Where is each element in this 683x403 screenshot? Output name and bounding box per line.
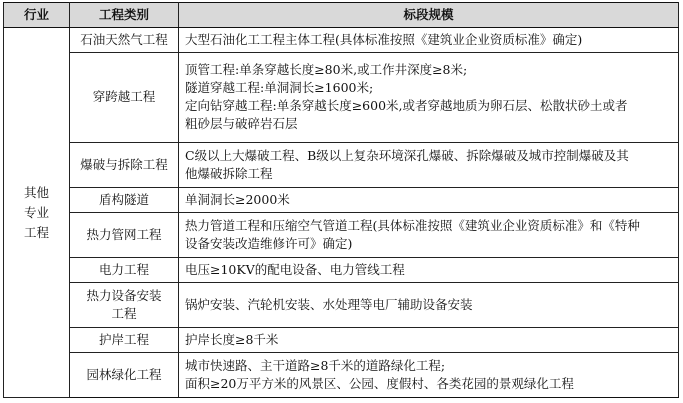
scale-line: 他爆破拆除工程 bbox=[185, 166, 273, 182]
header-category: 工程类别 bbox=[70, 3, 179, 28]
category-cell: 护岸工程 bbox=[70, 328, 179, 353]
table-row bbox=[4, 352, 679, 397]
table-row bbox=[4, 282, 679, 327]
header-industry: 行业 bbox=[4, 3, 70, 28]
scale-line: C级以上大爆破工程、B级以上复杂环境深孔爆破、拆除爆破及城市控制爆破及其 bbox=[185, 148, 629, 164]
scale-cell bbox=[179, 352, 679, 397]
category-cell: 穿跨越工程 bbox=[70, 52, 179, 142]
scale-cell bbox=[179, 282, 679, 327]
category-cell: 爆破与拆除工程 bbox=[70, 143, 179, 188]
table-row bbox=[4, 258, 679, 283]
scale-line: 面积≥20万平方米的风景区、公园、度假村、各类花园的景观绿化工程 bbox=[185, 375, 574, 391]
industry-label-line: 工程 bbox=[23, 224, 49, 240]
category-cell: 电力工程 bbox=[70, 258, 179, 283]
table-row bbox=[4, 328, 679, 353]
category-cell: 园林绿化工程 bbox=[70, 352, 179, 397]
scale-line: 定向钻穿越工程:单条穿越长度≥600米,或者穿越地质为卵石层、松散状砂土或者 bbox=[185, 98, 628, 114]
scale-line: 粗砂层与破碎岩石层 bbox=[185, 116, 298, 132]
table-row bbox=[4, 52, 679, 142]
table-row bbox=[4, 188, 679, 213]
scale-line: 锅炉安装、汽轮机安装、水处理等电厂辅助设备安装 bbox=[185, 296, 473, 312]
scale-cell bbox=[179, 212, 679, 257]
qualification-table-container bbox=[3, 2, 678, 398]
scale-line: 热力管道工程和压缩空气管道工程(具体标准按照《建筑业企业资质标准》和《特种 bbox=[185, 218, 640, 234]
scale-line: 电压≥10KV的配电设备、电力管线工程 bbox=[185, 262, 405, 278]
category-line: 工程 bbox=[111, 305, 137, 321]
scale-line: 单洞洞长≥2000米 bbox=[185, 192, 290, 208]
category-line: 热力设备安装 bbox=[86, 287, 162, 303]
header-scale: 标段规模 bbox=[179, 3, 679, 28]
table-row bbox=[4, 212, 679, 257]
category-cell: 石油天然气工程 bbox=[70, 28, 179, 53]
table-row bbox=[4, 143, 679, 188]
industry-cell bbox=[4, 28, 70, 398]
project-scale-table bbox=[3, 2, 679, 398]
scale-line: 城市快速路、主干道路≥8千米的道路绿化工程; bbox=[185, 357, 446, 373]
scale-line: 设备安装改造维修许可》确定) bbox=[185, 236, 353, 252]
scale-line: 护岸长度≥8千米 bbox=[185, 331, 279, 347]
category-cell: 热力管网工程 bbox=[70, 212, 179, 257]
scale-cell bbox=[179, 328, 679, 353]
scale-line: 隧道穿越工程:单洞洞长≥1600米; bbox=[185, 80, 374, 96]
scale-cell bbox=[179, 188, 679, 213]
scale-cell bbox=[179, 52, 679, 142]
category-cell bbox=[70, 282, 179, 327]
scale-cell bbox=[179, 143, 679, 188]
scale-cell bbox=[179, 258, 679, 283]
table-header-row bbox=[4, 3, 679, 28]
scale-cell bbox=[179, 28, 679, 53]
table-row bbox=[4, 28, 679, 53]
industry-label-line: 专业 bbox=[23, 204, 49, 220]
category-cell: 盾构隧道 bbox=[70, 188, 179, 213]
scale-line: 大型石油化工工程主体工程(具体标准按照《建筑业企业资质标准》确定) bbox=[185, 31, 583, 47]
scale-line: 顶管工程:单条穿越长度≥80米,或工作井深度≥8米; bbox=[185, 62, 468, 78]
industry-label-line: 其他 bbox=[23, 184, 49, 200]
